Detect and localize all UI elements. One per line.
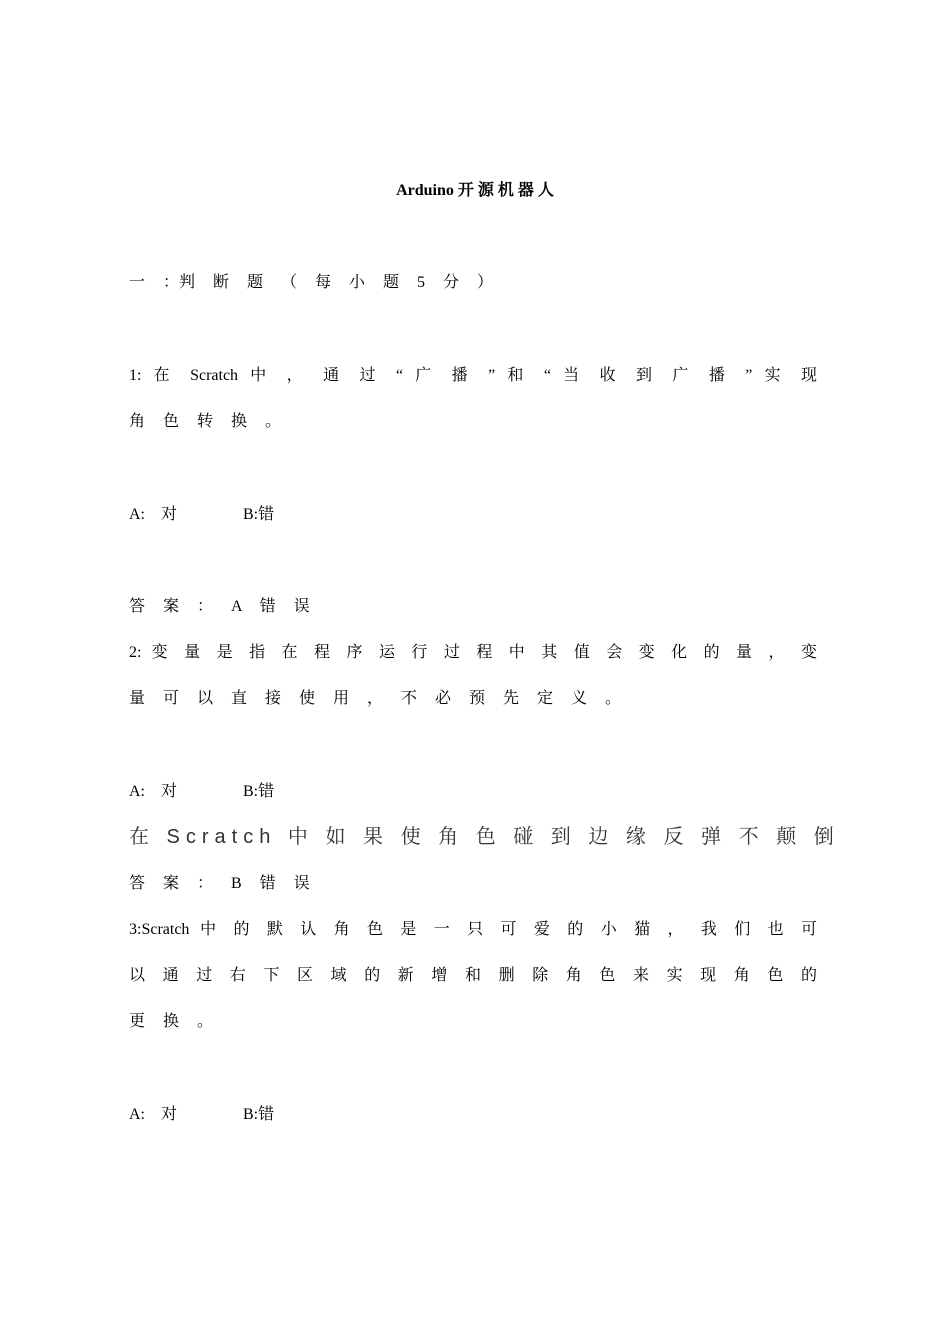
question-1-line-1: 1: 在 Scratch 中 ， 通 过 “ 广 播 ” 和 “ 当 收 到 广 播 ” 实 现 [129, 367, 817, 384]
question-2-answer: 答 案 ： B 错 误 [129, 875, 310, 892]
question-2-line-1: 2: 变 量 是 指 在 程 序 运 行 过 程 中 其 值 会 变 化 的 量 ， 变 [129, 644, 817, 661]
question-2-option-a: A: 对 [129, 783, 178, 800]
question-3-option-b: B:错 [243, 1106, 275, 1123]
question-1-line-2: 角 色 转 换 。 [129, 413, 282, 430]
question-3-line-1: 3:Scratch 中 的 默 认 角 色 是 一 只 可 爱 的 小 猫 ， 我 们 也 可 [129, 921, 817, 938]
question-1-option-b: B:错 [243, 506, 275, 523]
question-2-option-b: B:错 [243, 783, 275, 800]
document-title: Arduino 开 源 机 器 人 [396, 182, 554, 199]
question-2-line-2: 量 可 以 直 接 使 用 ， 不 必 预 先 定 义 。 [129, 690, 622, 707]
question-1-answer: 答 案 ： A 错 误 [129, 598, 310, 615]
question-1-option-a: A: 对 [129, 506, 178, 523]
inserted-note: 在 Scratch 中 如 果 使 角 色 碰 到 边 缘 反 弹 不 颠 倒 [129, 826, 840, 848]
question-3-line-2: 以 通 过 右 下 区 域 的 新 增 和 删 除 角 色 来 实 现 角 色 的 [129, 967, 817, 984]
question-3-option-a: A: 对 [129, 1106, 178, 1123]
question-3-line-3: 更 换 。 [129, 1013, 214, 1030]
section-heading: 一 ：判 断 题 （ 每 小 题 5 分 ） [129, 274, 494, 291]
